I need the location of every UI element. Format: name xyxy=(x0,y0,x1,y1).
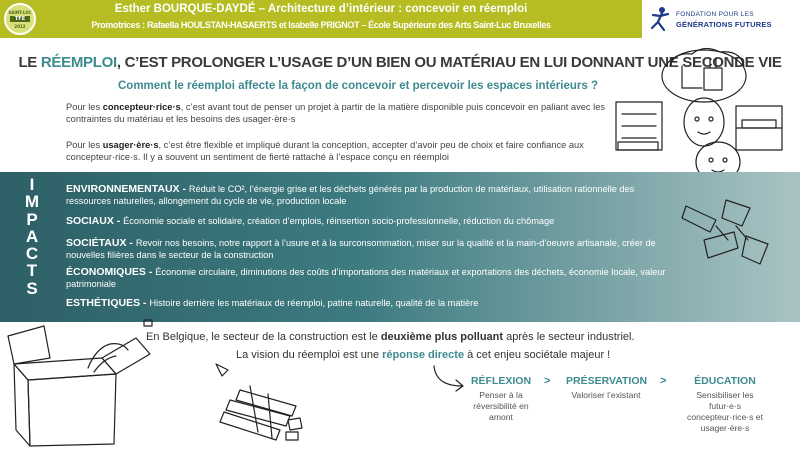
main-title-b: , C’EST PROLONGER L’USAGE D’UN BIEN OU MATÉRIAU EN LUI DONNANT UNE SECONDE VIE xyxy=(116,54,782,71)
impacts-letter: S xyxy=(26,278,38,298)
step-education xyxy=(680,375,770,434)
logo-text-2: TFE xyxy=(10,16,30,22)
impact-text: Histoire derrière les matériaux de réemploi, patine naturelle, qualité de la matière xyxy=(149,298,479,308)
step-description: Penser à la réversibilité en amont xyxy=(473,390,529,422)
impacts-letter: I xyxy=(29,175,35,194)
impacts-letter: A xyxy=(25,226,39,246)
material-pieces-illustration xyxy=(676,196,776,276)
foundation-figure-icon xyxy=(648,6,670,32)
foundation-line-2: GÉNÉRATIONS FUTURES xyxy=(676,20,772,29)
impact-aesthetic xyxy=(66,297,676,309)
impacts-letter: T xyxy=(26,261,38,281)
action-steps xyxy=(466,375,796,445)
foundation-logo xyxy=(646,0,800,38)
paragraph-users xyxy=(66,139,606,163)
reuse-box-illustration xyxy=(4,318,154,448)
impact-societal xyxy=(66,237,676,261)
conclusion2-bold: réponse directe xyxy=(382,349,465,361)
paragraph-designers xyxy=(66,101,606,125)
impact-social xyxy=(66,215,676,227)
curved-arrow-icon xyxy=(430,364,470,392)
impact-text: Économie sociale et solidaire, création d’emplois, réinsertion socio-professionnelle, réduction du chômage xyxy=(123,216,555,226)
step-description: Valoriser l’existant xyxy=(571,390,641,400)
foundation-line-1: FONDATION POUR LES xyxy=(676,11,754,18)
step-title: ÉDUCATION xyxy=(694,375,756,387)
impacts-letter: C xyxy=(25,244,39,264)
main-title-accent: RÉEMPLOI xyxy=(40,54,117,71)
step-preservation xyxy=(566,375,646,401)
impact-environmental xyxy=(66,183,676,207)
impacts-letter: M xyxy=(24,192,40,212)
impact-category: ESTHÉTIQUES - xyxy=(66,297,150,309)
impact-category: SOCIÉTAUX - xyxy=(66,237,136,249)
header xyxy=(0,0,800,38)
impact-category: ÉCONOMIQUES - xyxy=(66,266,156,278)
chevron-right-icon: > xyxy=(544,375,551,387)
logo-text-1: SAINT-LUC xyxy=(8,10,32,15)
logo-text-3: 2022 xyxy=(14,24,26,29)
conclusion-line-2 xyxy=(236,349,610,361)
impact-text: Économie circulaire, diminutions des coûts d’importations des matériaux et exportations des déchets, économie locale, valeur patrimoniale xyxy=(66,267,666,289)
impacts-vertical-word xyxy=(22,176,42,297)
main-title-a: LE xyxy=(18,54,41,71)
para2-bold: usager·ère·s xyxy=(102,140,159,150)
wood-pile-illustration xyxy=(210,360,310,446)
conclusion1-bold: deuxième plus polluant xyxy=(380,331,504,343)
impact-category: SOCIAUX - xyxy=(66,215,124,227)
question-subtitle: Comment le réemploi affecte la façon de concevoir et percevoir les espaces intérieurs ? xyxy=(118,80,598,92)
impact-category: ENVIRONNEMENTAUX - xyxy=(66,183,189,195)
para1-post: , c’est avant tout de penser un projet à partir de la matière disponible puis concevoir en paliant avec les contraintes du matériau et les besoins des usager·ère·s xyxy=(66,102,606,124)
para2-pre: Pour les xyxy=(66,140,103,150)
step-title: PRÉSERVATION xyxy=(566,375,648,387)
thinking-heads-illustration xyxy=(612,44,792,184)
step-description: Sensibiliser les futur·e·s concepteur·rice·s et usager·ère·s xyxy=(687,390,763,433)
chevron-right-icon: > xyxy=(660,375,667,387)
step-reflexion xyxy=(466,375,536,423)
impact-text: Revoir nos besoins, notre rapport à l’usure et à la surconsommation, miser sur la qualité et la main-d’oeuvre artisanale, créer de nouvelles filières dans le secteur de la construction xyxy=(66,238,656,260)
poster-title: Esther BOURQUE-DAYDÉ – Architecture d’intérieur : concevoir en réemploi xyxy=(114,3,528,15)
conclusion2-pre: La vision du réemploi est une xyxy=(236,349,383,361)
para1-bold: concepteur·rice·s xyxy=(102,102,181,112)
conclusion-line-1 xyxy=(146,331,635,343)
promoters-line: Promotrices : Rafaella HOULSTAN-HASAERTS et Isabelle PRIGNOT – École Supérieure des Arts Saint-Luc Bruxelles xyxy=(91,20,551,30)
impact-economic xyxy=(66,266,676,290)
para2-post: , c’est être flexible et impliqué durant la conception, accepter d’avoir peu de choix et faire confiance aux concepteur·rice·s. Il y a souvent un sentiment de fierté rattaché à l’espace conçu en réemploi xyxy=(66,140,584,162)
conclusion1-pre: En Belgique, le secteur de la construction est le xyxy=(146,331,381,343)
para1-pre: Pour les xyxy=(66,102,103,112)
step-title: RÉFLEXION xyxy=(470,375,532,387)
conclusion2-post: à cet enjeu sociétale majeur ! xyxy=(464,349,611,361)
conclusion1-post: après le secteur industriel. xyxy=(503,331,635,343)
impact-text: Réduit le CO², l’énergie grise et les déchets générés par la production de matériaux, utilisation rationnelle des ressources naturelles, allongement du cycle de vie, production locale xyxy=(66,184,635,206)
impacts-letter: P xyxy=(26,209,38,229)
